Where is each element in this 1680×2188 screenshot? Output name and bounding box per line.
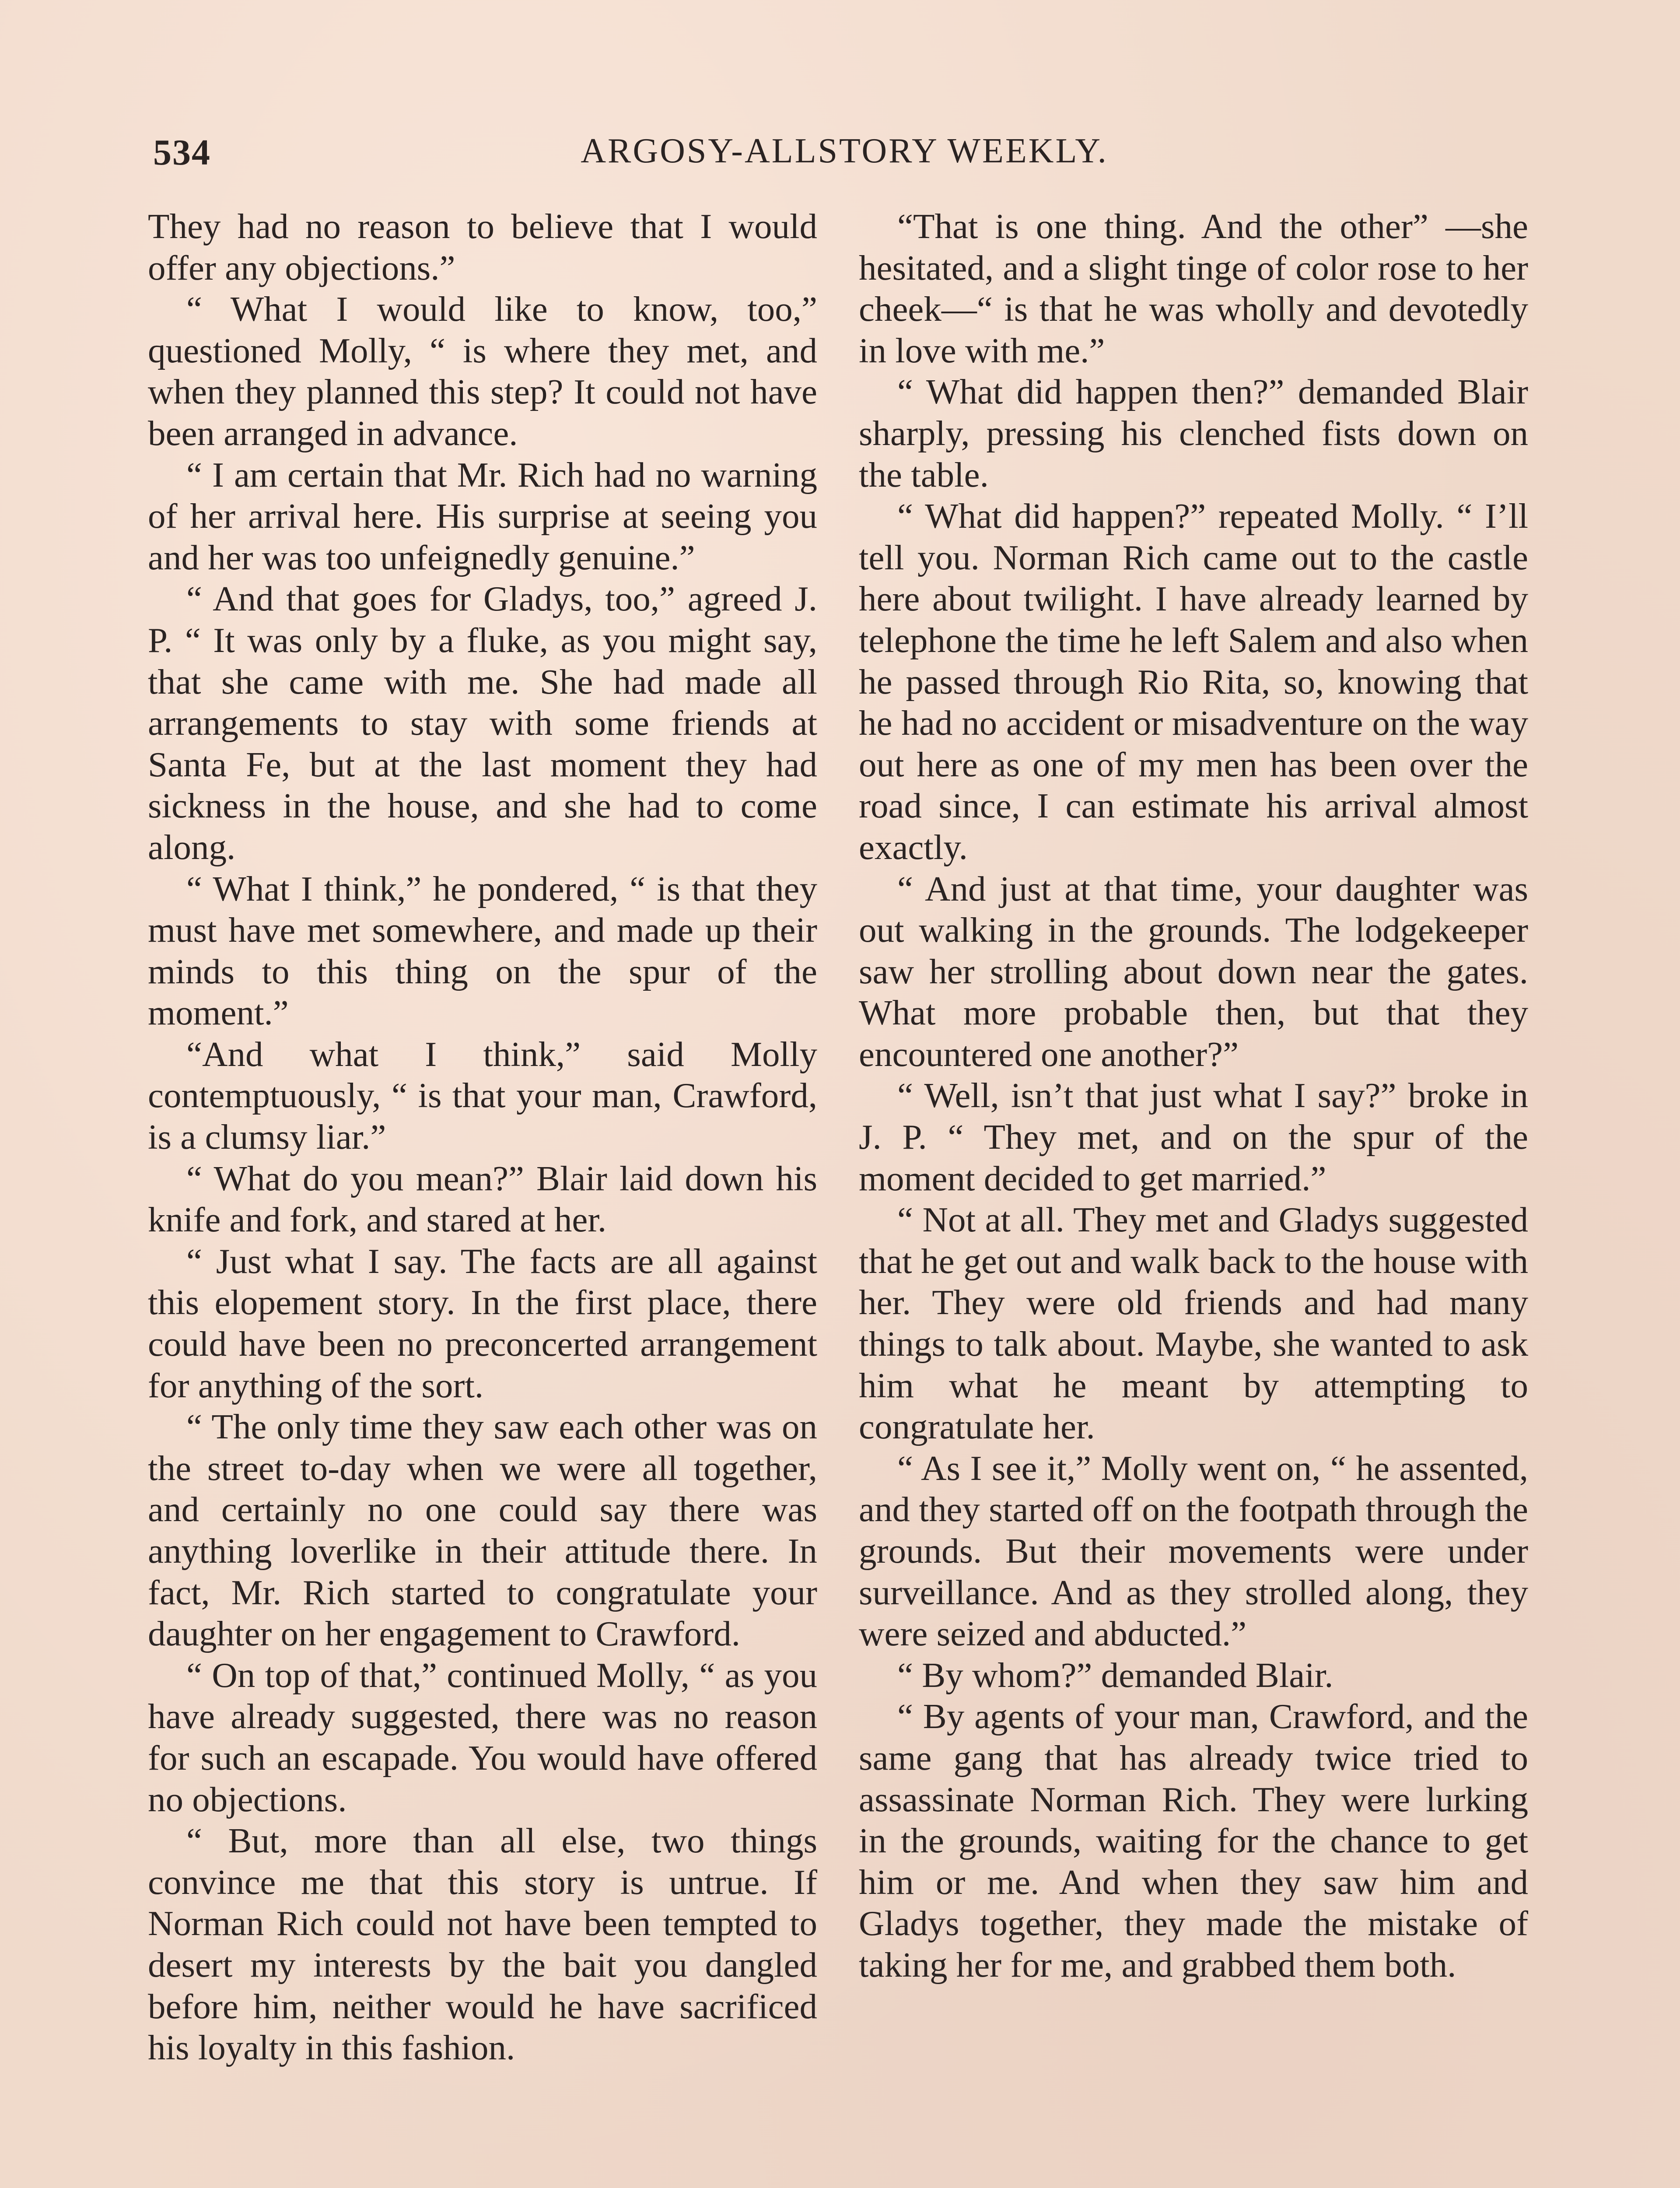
paragraph: “ What did happen then?” demanded Blair sharply, pressing his clenched fists down on the table. [859, 372, 1528, 494]
paragraph: “ I am certain that Mr. Rich had no warning of her arrival here. His surprise at seeing you and her was too unfeignedly genuine.” [148, 455, 817, 577]
paragraph: “ What do you mean?” Blair laid down his knife and fork, and stared at her. [148, 1158, 817, 1240]
paragraph: “ Well, isn’t that just what I say?” broke in J. P. “ They met, and on the spur of the moment decided to get married.” [859, 1076, 1528, 1198]
paragraph: “ By whom?” demanded Blair. [897, 1655, 1334, 1695]
left-column [148, 206, 817, 2069]
paragraph: “ Not at all. They met and Gladys suggested that he get out and walk back to the house with her. They were old friends and had many things to talk about. Maybe, she wanted to ask him what he meant by attempting to congratulate her. [859, 1200, 1528, 1447]
page-header [153, 131, 1536, 184]
paragraph: They had no reason to believe that I would offer any objections.” [148, 207, 817, 288]
paragraph: “ And that goes for Gladys, too,” agreed J. P. “ It was only by a fluke, as you might say, that she came with me. She had made all arrangements to stay with some friends at Santa Fe, but at the last moment they had sickness in the house, and she had to come along. [148, 579, 817, 867]
right-column [859, 206, 1528, 1986]
paragraph: “ By agents of your man, Crawford, and the same gang that has already twice tried to assassinate Norman Rich. They were lurking in the grounds, waiting for the chance to get him or me. And when they saw him and Gladys together, they made the mistake of taking her for me, and grabbed them both. [859, 1697, 1528, 1985]
paragraph: “ Just what I say. The facts are all against this elopement story. In the first place, there could have been no preconcerted arrangement for anything of the sort. [148, 1241, 817, 1405]
page-number: 534 [153, 132, 211, 173]
paragraph: “ On top of that,” continued Molly, “ as you have already suggested, there was no reason for such an escapade. You would have offered no objections. [148, 1655, 817, 1819]
paragraph: “ What I think,” he pondered, “ is that they must have met somewhere, and made up their minds to this thing on the spur of the moment.” [148, 869, 817, 1033]
paragraph: “And what I think,” said Molly contemptuously, “ is that your man, Crawford, is a clumsy liar.” [148, 1034, 817, 1157]
paragraph: “ The only time they saw each other was on the street to-day when we were all together, and certainly no one could say there was anything loverlike in their attitude there. In fact, Mr. Rich started to congratulate your daughter on her engagement to Crawford. [148, 1407, 817, 1654]
paragraph: “ As I see it,” Molly went on, “ he assented, and they started off on the footpath through the grounds. But their movements were under surveillance. And as they strolled along, they were seized and abducted.” [859, 1448, 1528, 1654]
paragraph: “ And just at that time, your daughter was out walking in the grounds. The lodgekeeper saw her strolling about down near the gates. What more probable then, but that they encountered one another?” [859, 869, 1528, 1074]
paragraph: “ But, more than all else, two things convince me that this story is untrue. If Norman Rich could not have been tempted to desert my interests by the bait you dangled before him, neither would he have sacrificed his loyalty in this fashion. [148, 1821, 817, 2068]
paragraph: “ What I would like to know, too,” questioned Molly, “ is where they met, and when they planned this step? It could not have been arranged in advance. [148, 289, 817, 453]
paragraph: “That is one thing. And the other” —she hesitated, and a slight tinge of color rose to her cheek—“ is that he was wholly and devotedly in love with me.” [859, 207, 1528, 370]
running-head: ARGOSY-ALLSTORY WEEKLY. [581, 132, 1108, 170]
paragraph: “ What did happen?” repeated Molly. “ I’ll tell you. Norman Rich came out to the castle here about twilight. I have already learned by telephone the time he left Salem and also when he passed through Rio Rita, so, knowing that he had no accident or misadventure on the way out here as one of my men has been over the road since, I can estimate his arrival almost exactly. [859, 496, 1528, 867]
